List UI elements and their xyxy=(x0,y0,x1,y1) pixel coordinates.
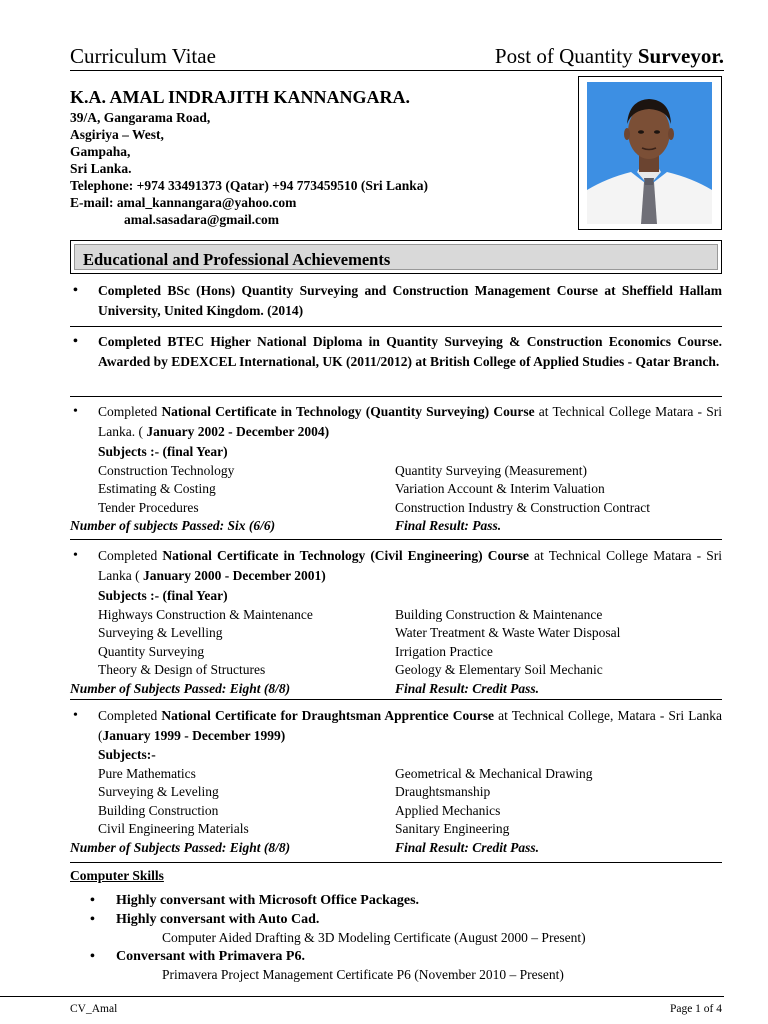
subject: Geology & Elementary Soil Mechanic xyxy=(395,662,603,677)
entry-text-part: at Technical College, Matara - Sri Lanka ( xyxy=(98,708,722,743)
subject-row xyxy=(70,624,722,643)
course-dates: January 1999 - December 1999) xyxy=(102,728,286,743)
education-entry xyxy=(70,706,722,746)
education-entry xyxy=(70,546,722,586)
skill-label: Highly conversant with Auto Cad. xyxy=(116,911,320,927)
subject: Draughtsmanship xyxy=(395,784,491,799)
subject: Theory & Design of Structures xyxy=(98,662,266,677)
education-entry-text: Completed BSc (Hons) Quantity Surveying and Construction Management Course at Sheffield Hallam University, United Kingdom. (2014) xyxy=(98,283,722,318)
result-row xyxy=(70,680,722,699)
bullet-icon: • xyxy=(73,548,78,563)
course-name: National Certificate in Technology (Civil Engineering) Course xyxy=(162,548,530,563)
education-entry xyxy=(70,332,722,372)
course-dates: January 2000 - December 2001) xyxy=(142,568,326,583)
section-header-fill xyxy=(74,244,718,270)
subject-row xyxy=(70,661,722,680)
subject: Sanitary Engineering xyxy=(395,821,510,836)
page-number: Page 1 of 4 xyxy=(669,1003,722,1015)
address-line: Sri Lanka. xyxy=(70,161,132,176)
subjects-label: Subjects :- (final Year) xyxy=(98,444,228,459)
skill-detail: Primavera Project Management Certificate P6 (November 2010 – Present) xyxy=(162,967,564,982)
subject-row xyxy=(70,783,722,802)
section-header-box xyxy=(70,240,722,274)
subjects-passed: Number of subjects Passed: Six (6/6) xyxy=(70,518,276,533)
footer-filename: CV_Amal xyxy=(70,1003,118,1015)
final-result: Final Result: Credit Pass. xyxy=(395,839,540,855)
subject: Building Construction xyxy=(98,802,219,818)
document-title: Curriculum Vitae xyxy=(70,44,216,68)
skill-item xyxy=(70,911,722,930)
subject-row xyxy=(70,499,722,518)
subject: Construction Industry & Construction Contract xyxy=(395,499,650,515)
footer-divider xyxy=(0,996,724,997)
divider xyxy=(70,862,722,863)
result-row xyxy=(70,839,722,858)
course-name: National Certificate in Technology (Quantity Surveying) Course xyxy=(161,404,535,419)
section-title: Educational and Professional Achievements xyxy=(83,250,391,269)
telephone: Telephone: +974 33491373 (Qatar) +94 773459510 (Sri Lanka) xyxy=(70,178,429,193)
subject: Variation Account & Interim Valuation xyxy=(395,481,605,496)
subject: Irrigation Practice xyxy=(395,643,493,659)
final-result: Final Result: Pass. xyxy=(395,518,502,533)
bullet-icon: • xyxy=(73,283,78,298)
subject-row xyxy=(70,802,722,821)
entry-text-part: Completed xyxy=(98,708,162,723)
address-line: Asgiriya – West, xyxy=(70,127,164,142)
entry-text-part: at Technical College Matara - Sri Lanka ( xyxy=(98,548,722,583)
subjects-passed: Number of Subjects Passed: Eight (8/8) xyxy=(70,839,291,855)
email-primary: E-mail: amal_kannangara@yahoo.com xyxy=(70,195,297,210)
person-photo-icon xyxy=(587,82,712,224)
subject: Estimating & Costing xyxy=(98,481,216,496)
education-entry-text xyxy=(98,402,722,442)
address-line: 39/A, Gangarama Road, xyxy=(70,110,211,125)
subject-row xyxy=(70,462,722,481)
post-title xyxy=(495,44,724,69)
education-entry-text xyxy=(98,706,722,746)
photo-frame xyxy=(578,76,722,230)
subjects-block xyxy=(70,746,722,857)
subject: Quantity Surveying xyxy=(98,643,205,659)
subject: Construction Technology xyxy=(98,462,235,478)
education-entry xyxy=(70,402,722,442)
education-entry-text: Completed BTEC Higher National Diploma in Quantity Surveying & Construction Economics Course. Awarded by EDEXCEL International, UK (2011/2012) at British College of Applied Studies - Qatar Branch. xyxy=(98,334,722,369)
bullet-icon: • xyxy=(73,334,78,349)
skill-item xyxy=(70,892,722,911)
skill-detail: Computer Aided Drafting & 3D Modeling Certificate (August 2000 – Present) xyxy=(162,930,586,945)
subject: Applied Mechanics xyxy=(395,802,501,818)
post-title-bold: Surveyor. xyxy=(637,44,724,68)
skill-label: Highly conversant with Microsoft Office Packages. xyxy=(116,893,420,908)
divider xyxy=(70,396,722,397)
subject: Highways Construction & Maintenance xyxy=(98,606,313,622)
subject: Quantity Surveying (Measurement) xyxy=(395,462,587,478)
bullet-icon: • xyxy=(90,893,95,908)
final-result: Final Result: Credit Pass. xyxy=(395,680,540,696)
candidate-name: K.A. AMAL INDRAJITH KANNANGARA. xyxy=(70,87,411,107)
subjects-label: Subjects:- xyxy=(98,747,156,762)
subject: Water Treatment & Waste Water Disposal xyxy=(395,625,621,640)
subject: Pure Mathematics xyxy=(98,765,196,781)
subject: Surveying & Leveling xyxy=(98,784,219,799)
skill-item xyxy=(70,948,722,967)
education-entry-text xyxy=(98,546,722,586)
bullet-icon: • xyxy=(90,911,95,927)
subject: Surveying & Levelling xyxy=(98,625,223,640)
entry-text-part: at Technical College Matara - Sri Lanka. ( xyxy=(98,404,722,439)
course-name: National Certificate for Draughtsman Apprentice Course xyxy=(161,708,495,723)
divider xyxy=(70,699,722,700)
address-line: Gampaha, xyxy=(70,144,131,159)
computer-skills-title: Computer Skills xyxy=(70,868,164,883)
post-title-prefix: Post of Quantity xyxy=(494,44,638,68)
bullet-icon: • xyxy=(73,404,78,419)
subject-row xyxy=(70,606,722,625)
course-dates: January 2002 - December 2004) xyxy=(146,424,330,439)
bullet-icon: • xyxy=(90,948,95,964)
contact-block xyxy=(70,86,570,228)
subject-row xyxy=(70,480,722,499)
subjects-block xyxy=(70,443,722,536)
subject-row xyxy=(70,820,722,839)
subjects-label: Subjects :- (final Year) xyxy=(98,588,228,603)
entry-text-part: Completed xyxy=(98,404,162,419)
divider xyxy=(70,326,722,327)
subject: Building Construction & Maintenance xyxy=(395,606,603,622)
subject: Tender Procedures xyxy=(98,499,199,515)
subject: Civil Engineering Materials xyxy=(98,821,249,836)
subjects-block xyxy=(70,587,722,698)
email-secondary: amal.sasadara@gmail.com xyxy=(124,212,280,227)
subject-row xyxy=(70,765,722,784)
result-row xyxy=(70,517,722,536)
subjects-passed: Number of Subjects Passed: Eight (8/8) xyxy=(70,680,291,696)
bullet-icon: • xyxy=(73,708,78,723)
subject-row xyxy=(70,643,722,662)
divider xyxy=(70,539,722,540)
education-entry xyxy=(70,281,722,321)
entry-text-part: Completed xyxy=(98,548,163,563)
skill-label: Conversant with Primavera P6. xyxy=(116,948,305,964)
computer-skills-list xyxy=(70,892,722,985)
page-header xyxy=(70,40,724,71)
subject: Geometrical & Mechanical Drawing xyxy=(395,765,593,781)
